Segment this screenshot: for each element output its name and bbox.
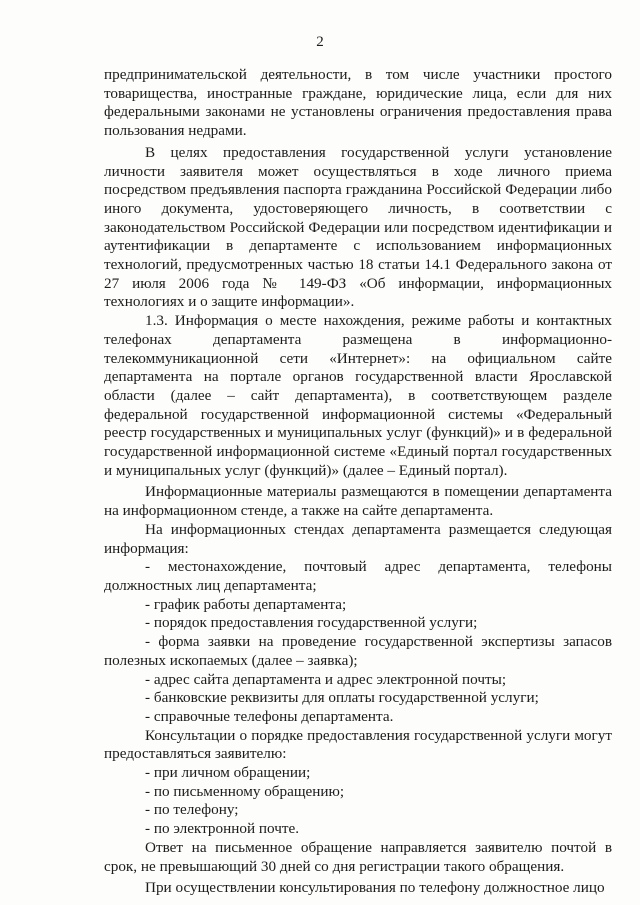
list-item: - банковские реквизиты для оплаты государственной услуги; — [145, 689, 539, 707]
list-item: - при личном обращении; — [145, 764, 311, 782]
paragraph-info-materials: Информационные материалы размещаются в помещении департамента на информационном стенде, а также на сайте департамента. — [104, 483, 612, 520]
paragraph-phone-consulting: При осуществлении консультирования по телефону должностное лицо — [145, 879, 605, 897]
list-item: - адрес сайта департамента и адрес электронной почты; — [145, 670, 507, 688]
list-item: - местонахождение, почтовый адрес департамента, телефоны должностных лиц департамента; — [104, 558, 612, 594]
list-item: - по электронной почте. — [145, 820, 300, 838]
list-item: - форма заявки на проведение государственной экспертизы запасов полезных ископаемых (далее – заявка); — [104, 633, 612, 669]
paragraph-consultations: Консультации о порядке предоставления государственной услуги могут предоставляться заявителю: — [104, 726, 612, 763]
list-item: - график работы департамента; — [145, 595, 347, 613]
paragraph-info-stands: На информационных стендах департамента размещается следующая информация: — [104, 520, 612, 557]
page-number: 2 — [316, 34, 324, 50]
paragraph-continuation: предпринимательской деятельности, в том числе участники простого товарищества, иностранные граждане, юридические лица, если для них федеральными законами не установлены ограничения предоставления права пользования недрами. — [104, 66, 612, 140]
document-body — [104, 66, 612, 898]
paragraph-identity-verification: В целях предоставления государственной услуги установление личности заявителя может осуществляться в ходе личного приема посредством предъявления паспорта гражданина Российской Федерации либо иного документа, удостоверяющего личность, в соответствии с законодательством Российской Федерации или посредством идентификации и аутентификации в департаменте с использованием информационных технологий, предусмотренных частью 18 статьи 14.1 Федерального закона от 27 июля 2006 года № 149-ФЗ «Об информации, информационных технологиях и о защите информации». — [104, 143, 612, 311]
list-item: - порядок предоставления государственной услуги; — [145, 614, 478, 632]
list-item: - по письменному обращению; — [145, 782, 345, 800]
paragraph-written-reply: Ответ на письменное обращение направляется заявителю почтой в срок, не превышающий 30 дней со дня регистрации такого обращения. — [104, 838, 612, 875]
paragraph-section-1-3: 1.3. Информация о месте нахождения, режиме работы и контактных телефонах департамента размещена в информационно-телекоммуникационной сети «Интернет»: на официальном сайте департамента на портале органов государственной власти Ярославской области (далее – сайт департамента), в соответствующем разделе федеральной государственной информационной системы «Федеральный реестр государственных и муниципальных услуг (функций)» и в федеральной государственной информационной системе «Единый портал государственных и муниципальных услуг (функций)» (далее – Единый портал). — [104, 312, 612, 479]
list-item: - по телефону; — [145, 801, 239, 819]
list-item: - справочные телефоны департамента. — [145, 707, 394, 725]
